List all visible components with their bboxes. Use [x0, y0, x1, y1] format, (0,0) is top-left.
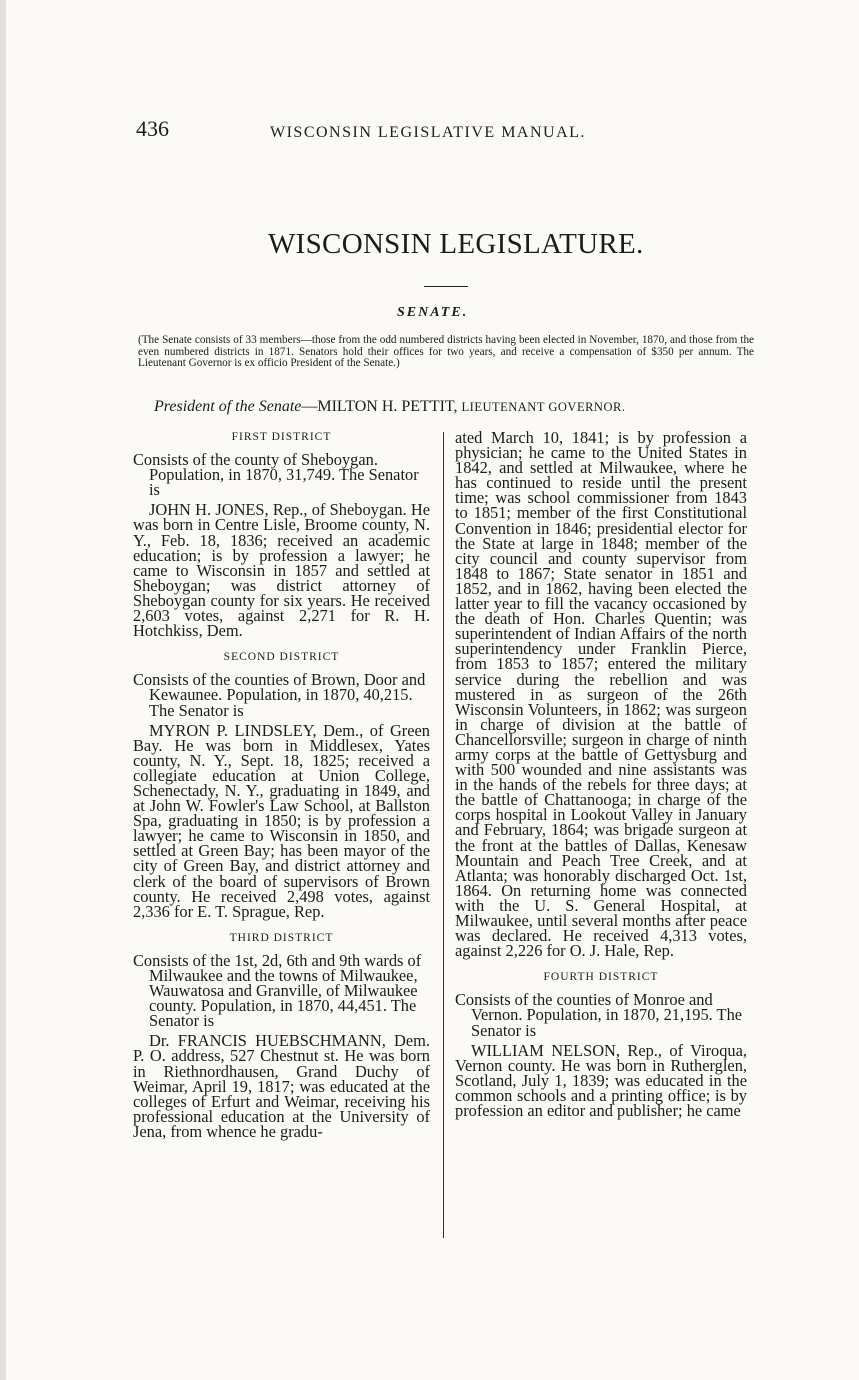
- district-heading-fourth: FOURTH DISTRICT: [543, 971, 659, 984]
- senator-bio-first: JOHN H. JONES, Rep., of Sheboygan. He was born in Centre Lisle, Broome county, N. Y., Feb. 18, 1836; received an academic education; is by profession a lawyer; he came to Wisconsin in 1857 and settled at Sheboygan; was district attorney of Sheboygan county for six years. He received 2,603 votes, against 2,271 for R. H. Hotchkiss, Dem.: [133, 500, 430, 641]
- title-rule: [424, 286, 468, 287]
- president-name: —MILTON H. PETTIT,: [301, 398, 462, 415]
- column-divider: [443, 432, 444, 1238]
- district-heading-second: SECOND DISTRICT: [223, 651, 340, 664]
- senator-bio-fourth: WILLIAM NELSON, Rep., of Viroqua, Vernon county. He was born in Rutherglen, Scotland, July 1, 1839; was educated in the common schools and a printing office; is by profession an editor and publisher; he came: [455, 1040, 747, 1121]
- district-intro-first: Consists of the county of Sheboygan. Population, in 1870, 31,749. The Senator is: [133, 450, 419, 500]
- scan-edge: [0, 0, 6, 1380]
- district-intro-fourth: Consists of the counties of Monroe and Vernon. Population, in 1870, 21,195. The Senator is: [455, 990, 743, 1040]
- page-number: 436: [136, 116, 169, 141]
- senator-bio-third: Dr. FRANCIS HUEBSCHMANN, Dem. P. O. address, 527 Chestnut st. He was born in Riethnordhausen, Grand Duchy of Weimar, April 19, 1817; was educated at the colleges of Erfurt and Weimar, receiving his professional education at the University of Jena, from whence he gradu-: [133, 1031, 430, 1141]
- district-intro-second: Consists of the counties of Brown, Door and Kewaunee. Population, in 1870, 40,215. The Senator is: [133, 670, 426, 720]
- running-title: WISCONSIN LEGISLATIVE MANUAL.: [270, 124, 586, 141]
- president-line: [154, 398, 625, 416]
- district-heading-third: THIRD DISTRICT: [229, 931, 334, 944]
- senate-note: (The Senate consists of 33 members—those from the odd numbered districts having been elected in November, 1870, and those from the even numbered districts in 1871. Senators hold their offices for two years, and receive a compensation of $350 per annum. The Lieutenant Governor is ex officio President of the Senate.): [138, 334, 754, 369]
- senator-bio-third-continued: ated March 10, 1841; is by profession a physician; he came to the United States in 1842, and settled at Milwaukee, where he has continued to reside until the present time; was school commissioner from 1843 to 1851; member of the first Constitutional Convention in 1846; presidential elector for the State at large in 1848; member of the city council and county supervisor from 1848 to 1867; State senator in 1851 and 1852, and in 1862, having been elected the latter year to fill the vacancy occasioned by the death of Hon. Charles Quentin; was superintendent of Indian Affairs of the north superintendency under Franklin Pierce, from 1853 to 1857; entered the military service during the rebellion and was mustered in as surgeon of the 26th Wisconsin Volunteers, in 1862; was surgeon in charge of division at the battle of Chancellorsville; surgeon in charge of ninth army corps at the battle of Gettysburg and with 500 wounded and nine assistants was in the hands of the rebels for three days; at the battle of Chattanooga; in charge of the corps hospital in Lookout Valley in January and February, 1864; was brigade surgeon at the front at the battles of Dallas, Kenesaw Mountain and Peach Tree Creek, and at Atlanta; was honorably discharged Oct. 1st, 1864. On returning home was connected with the U. S. General Hospital, at Milwaukee, until several months after peace was declared. He received 4,313 votes, against 2,226 for O. J. Hale, Rep.: [455, 428, 747, 961]
- running-head: [136, 116, 636, 146]
- district-intro-third: Consists of the 1st, 2d, 6th and 9th wards of Milwaukee and the towns of Milwaukee, Wauwatosa and Granville, of Milwaukee county. Population, in 1870, 44,451. The Senator is: [133, 950, 422, 1031]
- left-column: [133, 430, 430, 1144]
- right-column: [455, 430, 747, 1123]
- section-title: SENATE.: [397, 305, 469, 320]
- senator-bio-second: MYRON P. LINDSLEY, Dem., of Green Bay. He was born in Middlesex, Yates county, N. Y., Sept. 18, 1825; received a collegiate education at Union College, Schenectady, N. Y., graduating in 1849, and at John W. Fowler's Law School, at Ballston Spa, graduating in 1850; is by profession a lawyer; he came to Wisconsin in 1850, and settled at Green Bay; has been mayor of the city of Green Bay, and district attorney and clerk of the board of supervisors of Brown county. He received 2,498 votes, against 2,336 for E. T. Sprague, Rep.: [133, 720, 430, 921]
- page-title: WISCONSIN LEGISLATURE.: [268, 228, 644, 260]
- district-heading-first: FIRST DISTRICT: [231, 431, 332, 443]
- president-office: LIEUTENANT GOVERNOR.: [461, 400, 626, 414]
- president-label: President of the Senate: [154, 398, 302, 415]
